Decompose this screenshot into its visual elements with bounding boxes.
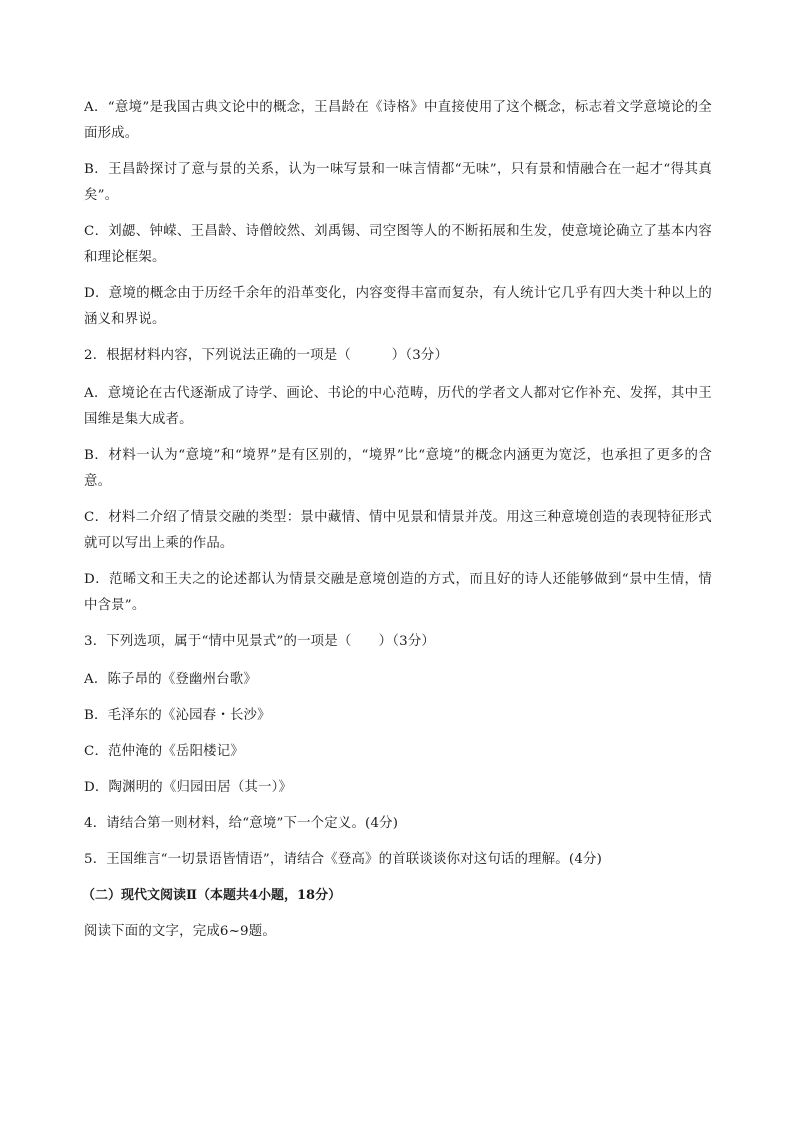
q1-option-b: B．王昌龄探讨了意与景的关系，认为一味写景和一味言情都“无味”，只有景和情融合在一起才“得其真矣”。: [84, 162, 712, 203]
q3-option-d: D．陶渊明的《归园田居（其一）》: [84, 780, 293, 795]
q2-option-c: C．材料二介绍了情景交融的类型：景中藏情、情中见景和情景并茂。用这三种意境创造的表现特征形式就可以写出上乘的作品。: [84, 510, 712, 551]
q3-stem: 3．下列选项，属于“情中见景式”的一项是（ ）（3分）: [84, 634, 436, 649]
q3-option-a: A．陈子昂的《登幽州台歌》: [84, 672, 257, 687]
q4-stem: 4．请结合第一则材料，给“意境”下一个定义。(4分): [84, 816, 399, 831]
q5-stem: 5．王国维言“一切景语皆情语”，请结合《登高》的首联谈谈你对这句话的理解。(4分): [84, 852, 603, 867]
q1-option-a: A．“意境”是我国古典文论中的概念，王昌龄在《诗格》中直接使用了这个概念，标志着文学意境论的全面形成。: [84, 100, 712, 141]
q1-option-c: C．刘勰、钟嵘、王昌龄、诗僧皎然、刘禹锡、司空图等人的不断拓展和生发，使意境论确立了基本内容和理论框架。: [84, 224, 712, 265]
section-instruction: 阅读下面的文字，完成6~9题。: [84, 924, 276, 939]
q1-option-d: D．意境的概念由于历经千余年的沿革变化，内容变得丰富而复杂，有人统计它几乎有四大类十种以上的涵义和界说。: [84, 286, 712, 327]
q2-stem: 2．根据材料内容，下列说法正确的一项是（ ）（3分）: [84, 348, 449, 363]
q2-option-d: D．范晞文和王夫之的论述都认为情景交融是意境创造的方式，而且好的诗人还能够做到“景中生情，情中含景”。: [84, 572, 712, 613]
q2-option-b: B．材料一认为“意境”和“境界”是有区别的，“境界”比“意境”的概念内涵更为宽泛，也承担了更多的含意。: [84, 448, 712, 489]
q2-option-a: A．意境论在古代逐渐成了诗学、画论、书论的中心范畴，历代的学者文人都对它作补充、发挥，其中王国维是集大成者。: [84, 386, 712, 427]
section-heading: （二）现代文阅读Ⅱ（本题共4小题，18分）: [82, 888, 342, 903]
q3-option-c: C．范仲淹的《岳阳楼记》: [84, 744, 244, 759]
document-page: [84, 95, 712, 955]
q3-option-b: B．毛泽东的《沁园春・长沙》: [84, 708, 271, 723]
